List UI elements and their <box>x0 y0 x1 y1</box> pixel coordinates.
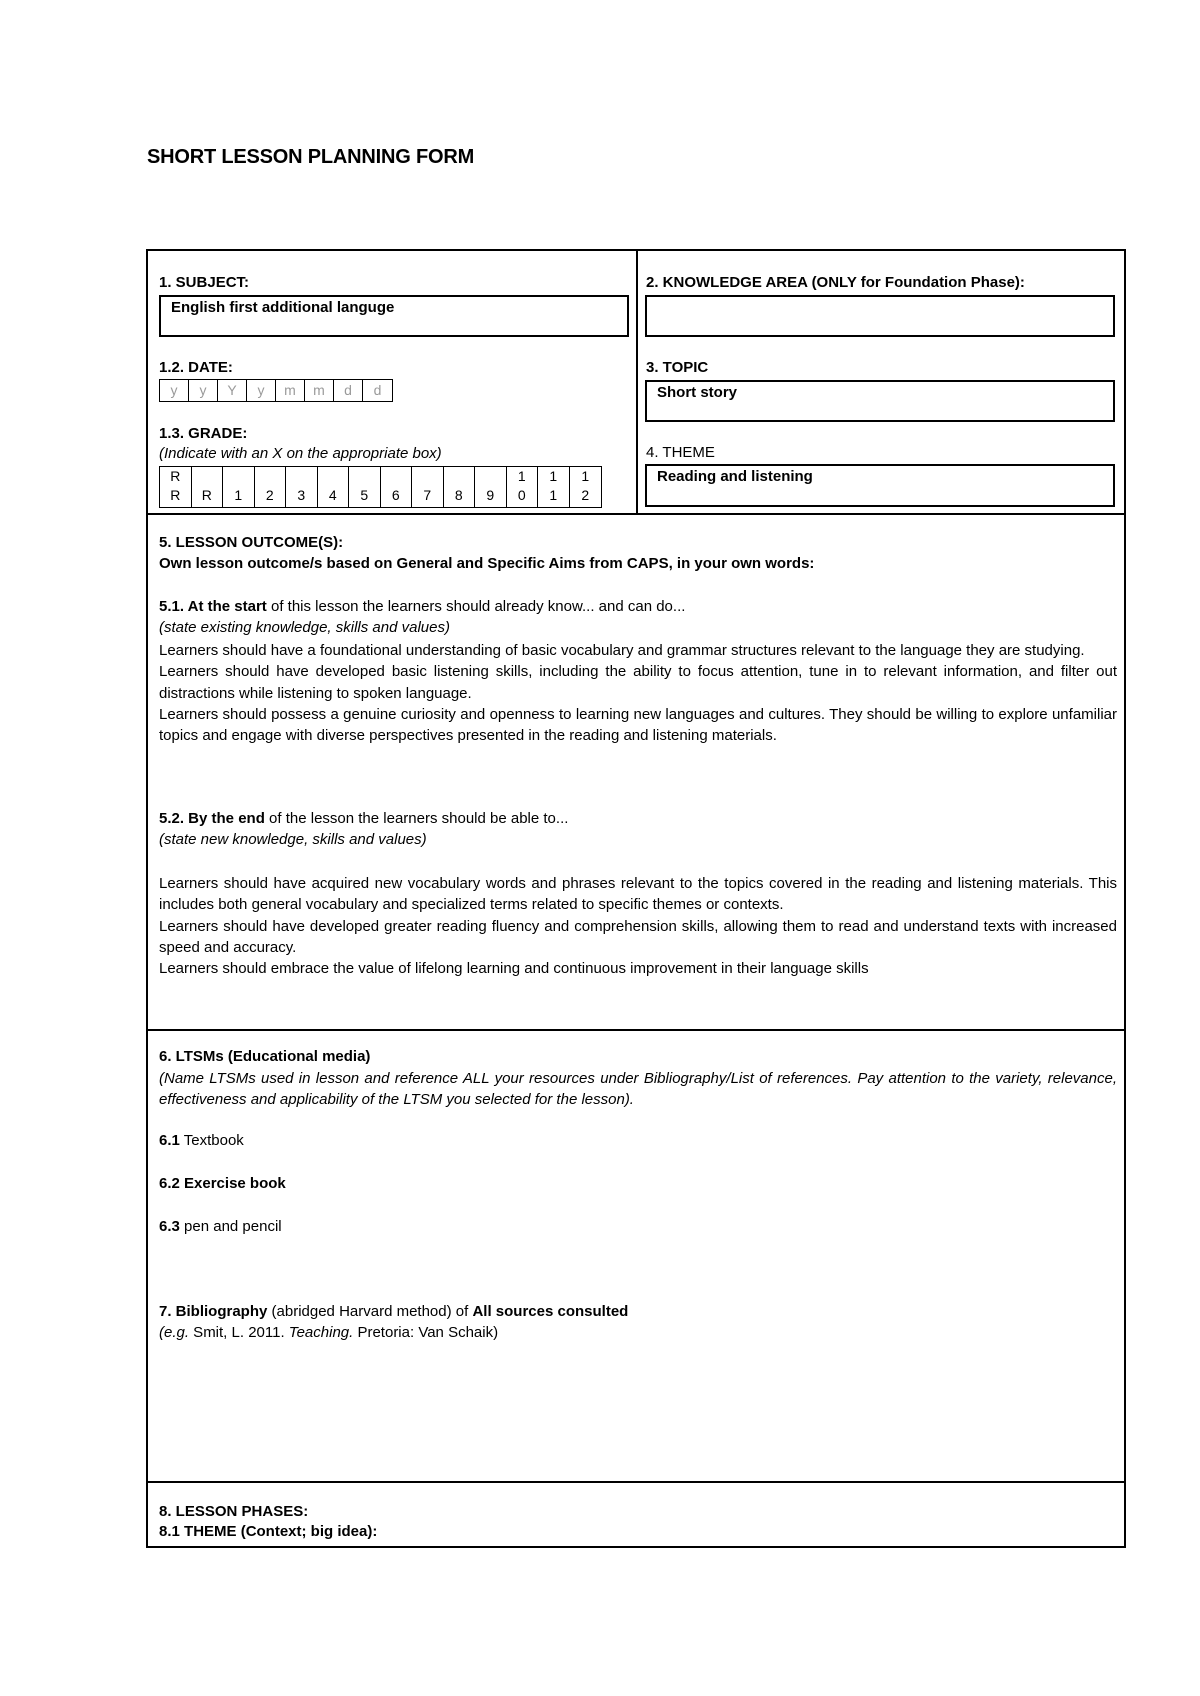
date-cell[interactable]: m <box>305 380 334 401</box>
grade-cell[interactable] <box>538 467 570 507</box>
phases-theme-label: THEME (Context; big idea): <box>179 1523 378 1540</box>
ltsm-item-text: Exercise book <box>179 1175 286 1192</box>
knowledge-area-field[interactable] <box>645 295 1115 337</box>
bibliography-example-mid: Smit, L. 2011. <box>189 1324 289 1341</box>
outcome-end-rest: of the lesson the learners should be able to... <box>264 810 569 827</box>
column-divider <box>636 251 638 513</box>
date-cell[interactable]: y <box>247 380 276 401</box>
date-cell[interactable]: y <box>189 380 218 401</box>
outcome-end-note: (state new knowledge, skills and values) <box>159 831 427 848</box>
outcome-end-paragraph: Learners should have acquired new vocabulary words and phrases relevant to the topics covered in the reading and listening materials. This includes both general vocabulary and specialized terms related to specific themes or contexts. <box>159 875 1117 914</box>
subject-field[interactable] <box>159 295 629 337</box>
grade-cell[interactable] <box>255 467 287 507</box>
topic-field[interactable] <box>645 380 1115 422</box>
ltsm-item-text: Textbook <box>179 1132 244 1149</box>
grade-cell-bottom: 5 <box>360 487 369 503</box>
outcome-start-paragraph: Learners should possess a genuine curiosity and openness to learning new languages and cultures. They should be willing to explore unfamiliar topics and engage with diverse perspectives presented in the reading and listening materials. <box>159 705 1117 745</box>
grade-cell-bottom: 9 <box>486 487 495 503</box>
grade-cell[interactable] <box>475 467 507 507</box>
grade-cell-bottom: 0 <box>517 487 526 503</box>
grade-cell-top: 1 <box>549 468 558 484</box>
outcome-start-note: (state existing knowledge, skills and values) <box>159 619 450 636</box>
grade-cell-bottom: 7 <box>423 487 432 503</box>
grade-cell-top: 1 <box>581 468 590 484</box>
ltsm-note: (Name LTSMs used in lesson and reference ALL your resources under Bibliography/List of references. Pay attention to the variety, relevance, effectiveness and applicability of the LTSM you selected for the lesson). <box>159 1070 1117 1109</box>
outcome-start-paragraph: Learners should have developed basic listening skills, including the ability to focus attention, tune in to relevant information, and filter out distractions while listening to spoken language. <box>159 663 1117 702</box>
outcome-end-text <box>159 873 1117 979</box>
grade-cell[interactable] <box>349 467 381 507</box>
bibliography-example <box>159 1324 498 1341</box>
row-divider <box>148 1481 1124 1483</box>
phases-theme-number: 8.1 <box>159 1523 180 1540</box>
bibliography-label-rest: (abridged Harvard method) of <box>267 1303 473 1320</box>
ltsm-item <box>159 1218 282 1235</box>
theme-value: Reading and listening <box>657 468 813 485</box>
outcome-end-paragraph: Learners should have developed greater reading fluency and comprehension skills, allowing them to read and understand texts with increased speed and accuracy. <box>159 917 1117 956</box>
grade-cell-top: 1 <box>517 468 526 484</box>
ltsm-item-text: pen and pencil <box>179 1218 282 1235</box>
outcome-start-bold: 5.1. At the start <box>159 598 267 615</box>
grade-cell[interactable] <box>507 467 539 507</box>
date-label: 1.2. DATE: <box>159 359 233 376</box>
date-cell[interactable]: d <box>373 382 382 398</box>
theme-label: 4. THEME <box>646 444 715 461</box>
grade-cell-bottom: 2 <box>265 487 274 503</box>
bibliography-label <box>159 1303 628 1320</box>
grade-cell[interactable] <box>381 467 413 507</box>
grade-selector[interactable] <box>159 466 602 508</box>
outcomes-label: 5. LESSON OUTCOME(S): <box>159 534 344 551</box>
knowledge-area-label: 2. KNOWLEDGE AREA (ONLY for Foundation Phase): <box>646 274 1025 291</box>
grade-cell[interactable] <box>160 467 192 507</box>
row-divider <box>148 513 1124 515</box>
subject-label: 1. SUBJECT: <box>159 274 250 291</box>
grade-cell-bottom: R <box>201 487 212 503</box>
topic-label: 3. TOPIC <box>646 359 709 376</box>
date-cell[interactable]: Y <box>218 380 247 401</box>
grade-label: 1.3. GRADE: <box>159 425 248 442</box>
outcome-end-heading <box>159 810 568 827</box>
bibliography-example-title: Teaching. <box>288 1324 354 1341</box>
ltsm-item-number: 6.1 <box>159 1132 180 1149</box>
phases-label: 8. LESSON PHASES: <box>159 1503 309 1520</box>
outcome-end-bold: 5.2. By the end <box>159 810 265 827</box>
lesson-plan-form <box>146 249 1126 1548</box>
grade-instruction: (Indicate with an X on the appropriate box) <box>159 445 442 462</box>
page-title: SHORT LESSON PLANNING FORM <box>147 146 475 168</box>
ltsm-item <box>159 1132 244 1149</box>
outcome-end-paragraph: Learners should embrace the value of lifelong learning and continuous improvement in their language skills <box>159 960 869 978</box>
grade-cell-bottom: 2 <box>581 487 590 503</box>
ltsm-item <box>159 1175 286 1192</box>
subject-value: English first additional languge <box>171 299 395 316</box>
grade-cell[interactable] <box>286 467 318 507</box>
ltsm-label: 6. LTSMs (Educational media) <box>159 1048 371 1065</box>
grade-cell[interactable] <box>570 467 602 507</box>
grade-cell-top: R <box>170 468 181 484</box>
bibliography-label-bold: 7. Bibliography <box>159 1303 268 1320</box>
grade-cell[interactable] <box>444 467 476 507</box>
grade-cell-bottom: 1 <box>234 487 243 503</box>
date-cell[interactable]: d <box>334 380 363 401</box>
outcome-start-text <box>159 640 1117 746</box>
grade-cell-bottom: R <box>170 487 181 503</box>
bibliography-example-end: Pretoria: Van Schaik) <box>353 1324 499 1341</box>
grade-cell-bottom: 6 <box>391 487 400 503</box>
phases-theme <box>159 1523 377 1540</box>
bibliography-example-prefix: (e.g. <box>159 1324 190 1341</box>
ltsm-item-number: 6.3 <box>159 1218 180 1235</box>
grade-cell-bottom: 4 <box>328 487 337 503</box>
outcome-start-heading <box>159 598 685 615</box>
grade-cell[interactable] <box>412 467 444 507</box>
date-field[interactable] <box>159 379 393 402</box>
grade-cell[interactable] <box>223 467 255 507</box>
grade-cell-bottom: 8 <box>454 487 463 503</box>
ltsm-item-number: 6.2 <box>159 1175 180 1192</box>
grade-cell[interactable] <box>318 467 350 507</box>
bibliography-label-end: All sources consulted <box>472 1303 629 1320</box>
theme-field[interactable] <box>645 464 1115 507</box>
outcome-start-rest: of this lesson the learners should already know... and can do... <box>266 598 686 615</box>
row-divider <box>148 1029 1124 1031</box>
date-cell[interactable]: y <box>160 380 189 401</box>
topic-value: Short story <box>657 384 738 401</box>
date-cell[interactable]: m <box>276 380 305 401</box>
grade-cell-bottom: 1 <box>549 487 558 503</box>
grade-cell-bottom: 3 <box>297 487 306 503</box>
grade-cell[interactable] <box>192 467 224 507</box>
outcome-start-paragraph: Learners should have a foundational understanding of basic vocabulary and grammar structures relevant to the language they are studying. <box>159 642 1085 659</box>
outcomes-sublabel: Own lesson outcome/s based on General and Specific Aims from CAPS, in your own words: <box>159 555 815 572</box>
